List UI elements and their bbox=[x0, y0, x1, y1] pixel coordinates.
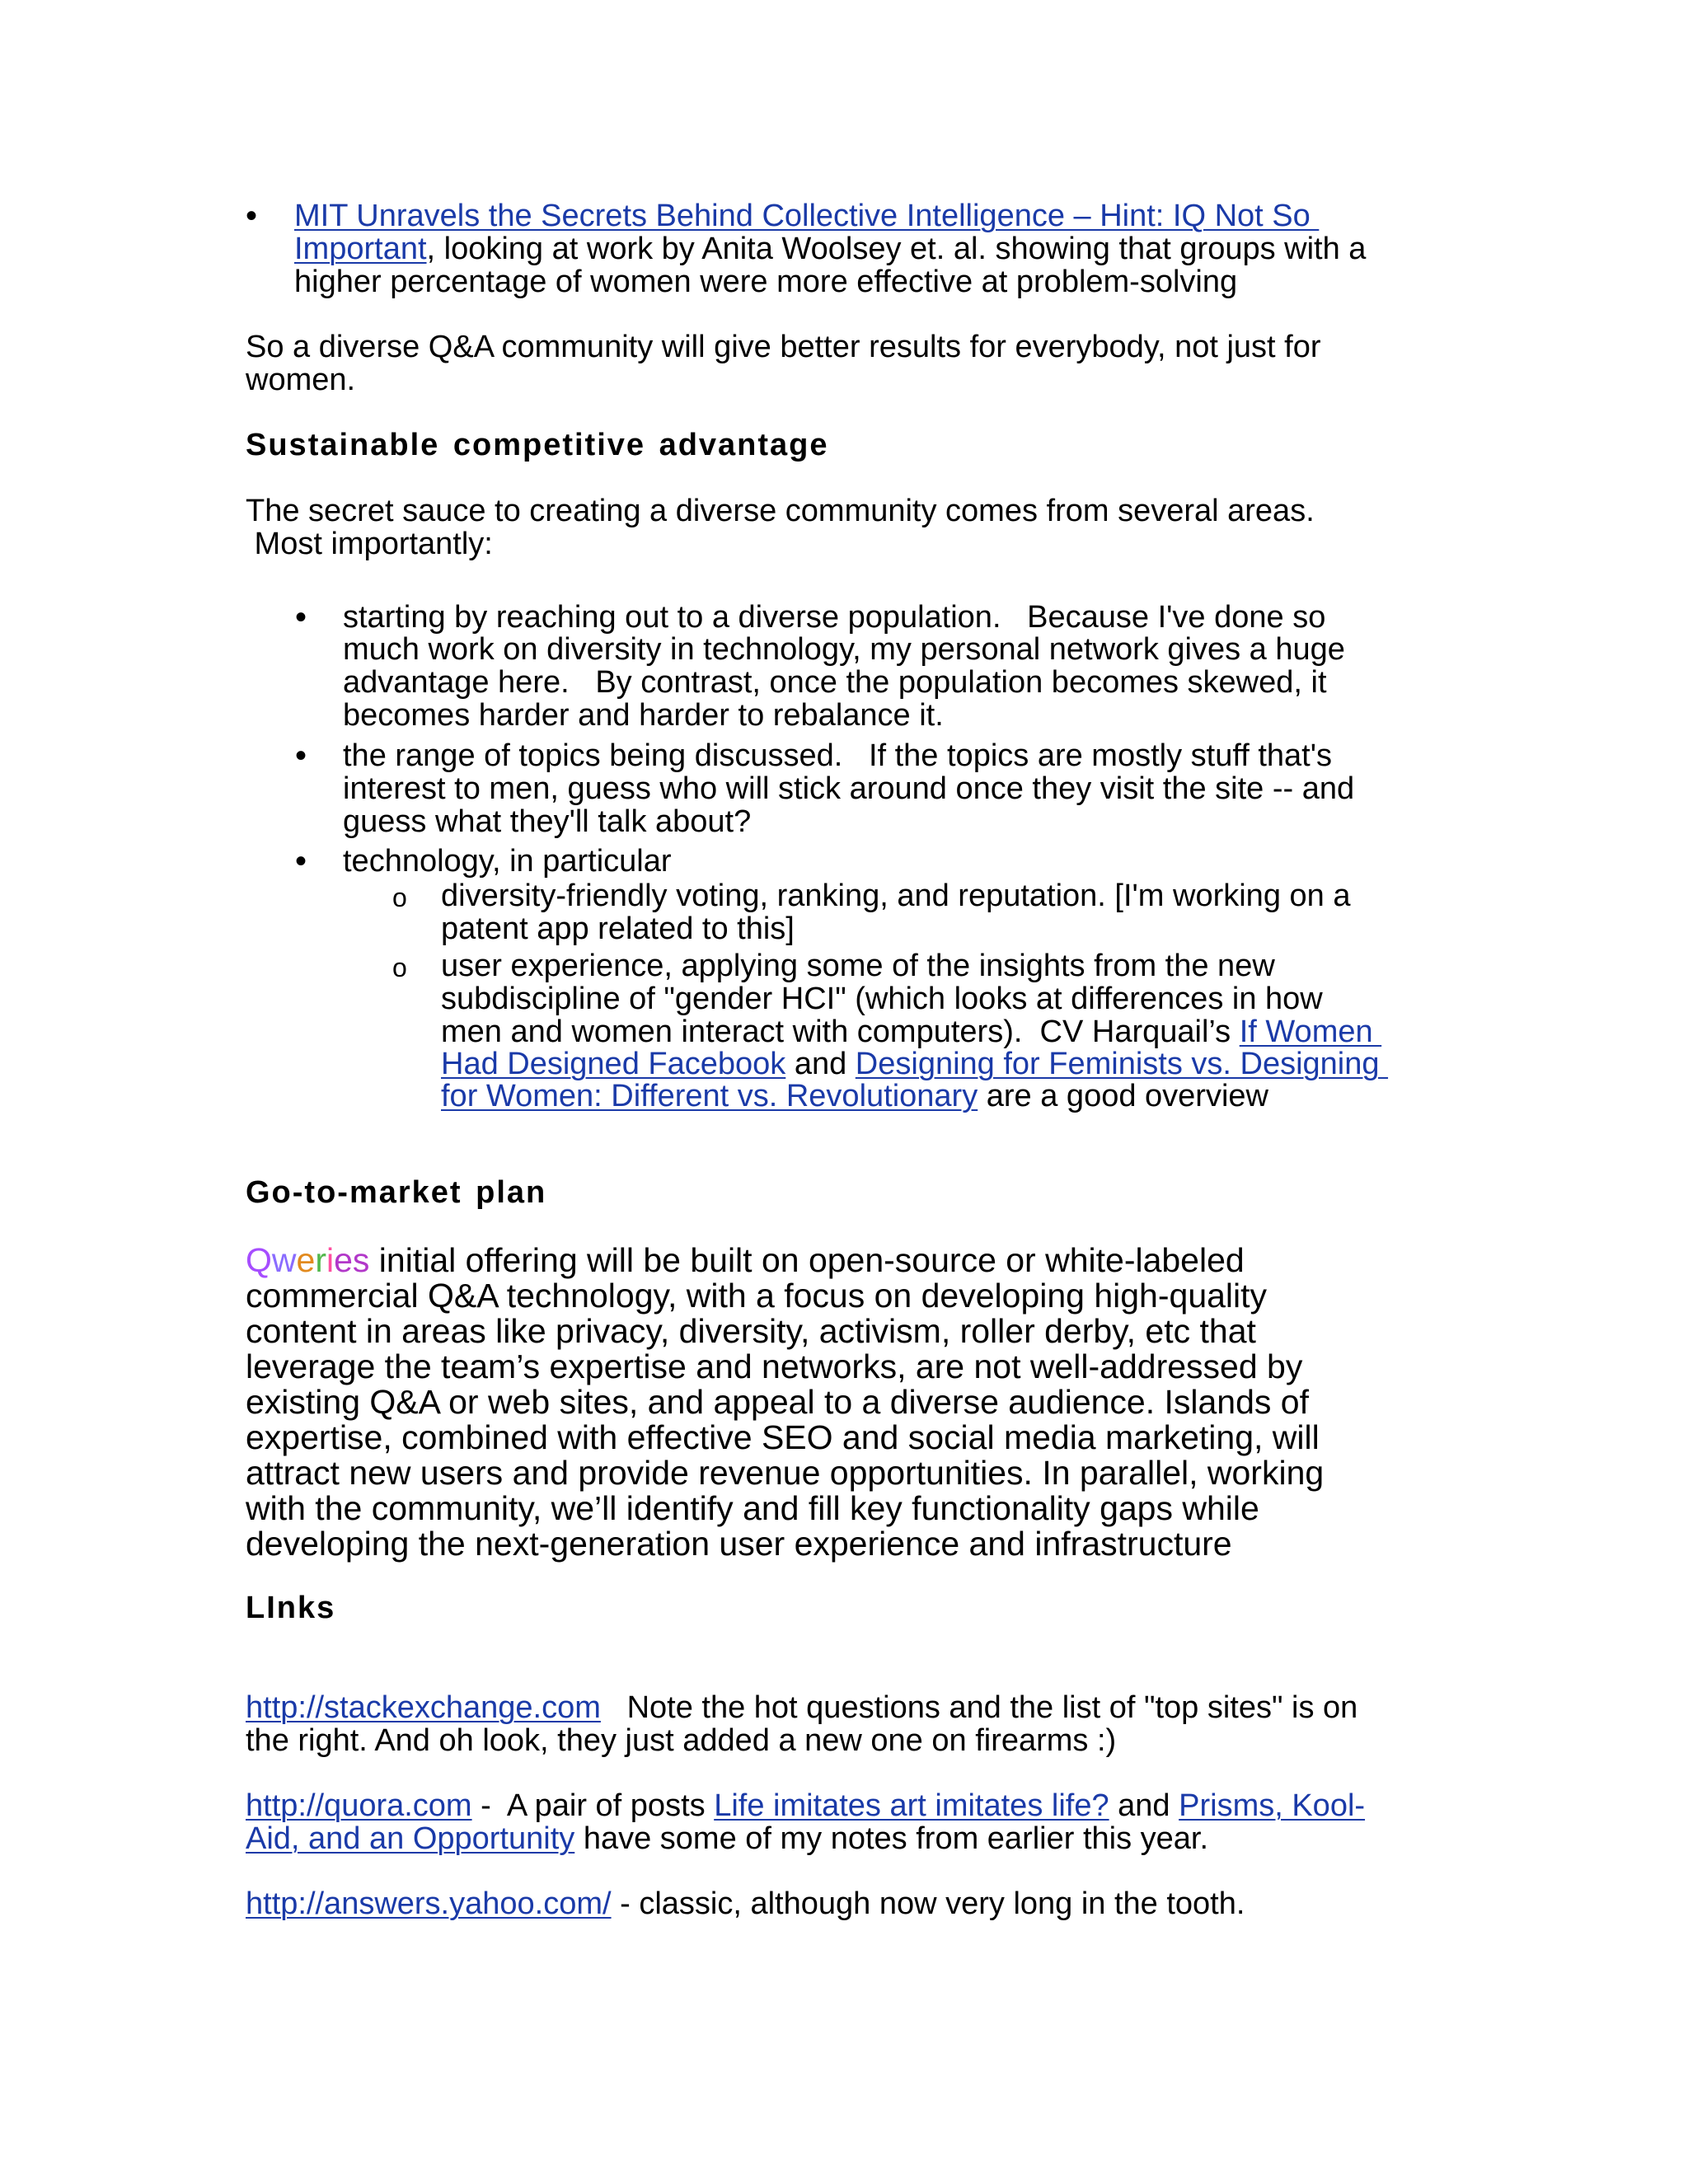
bullet-marker: • bbox=[295, 599, 307, 635]
stackexchange-link[interactable]: http://stackexchange.com bbox=[246, 1690, 601, 1725]
sub2-line-4 bbox=[441, 1047, 1388, 1080]
sub-bullet-marker: o bbox=[392, 883, 407, 912]
sub2-and: and bbox=[785, 1047, 856, 1081]
brand-logo-text: Qweries bbox=[246, 1241, 370, 1279]
gtm-line-5: existing Q&A or web sites, and appeal to a diverse audience. Islands of bbox=[246, 1383, 1309, 1421]
sustainable-heading: Sustainable competitive advantage bbox=[246, 428, 829, 462]
sub2-line-3 bbox=[441, 1015, 1381, 1048]
top-bullet-line-2 bbox=[294, 232, 1366, 265]
quora-and: and bbox=[1109, 1788, 1179, 1823]
sub2-rest: are a good overview bbox=[978, 1079, 1268, 1113]
designing-for-feminists-link-cont[interactable]: for Women: Different vs. Revolutionary bbox=[441, 1079, 978, 1113]
gtm-line-2: commercial Q&A technology, with a focus on developing high-quality bbox=[246, 1277, 1268, 1315]
yahoo-answers-link[interactable]: http://answers.yahoo.com/ bbox=[246, 1886, 612, 1921]
if-women-link-cont[interactable]: Had Designed Facebook bbox=[441, 1047, 786, 1081]
bullet1-line-4: becomes harder and harder to rebalance it. bbox=[343, 698, 944, 733]
mit-collective-intelligence-link[interactable]: MIT Unravels the Secrets Behind Collective Intelligence – Hint: IQ Not So bbox=[294, 199, 1320, 233]
yahoo-text: - classic, although now very long in the tooth. bbox=[611, 1886, 1245, 1921]
bullet1-line-1: starting by reaching out to a diverse population. Because I've done so bbox=[343, 600, 1326, 635]
sub2-line-2: subdiscipline of "gender HCI" (which looks at differences in how bbox=[441, 982, 1323, 1016]
gtm-line-1-text: initial offering will be built on open-source or white-labeled bbox=[369, 1241, 1245, 1279]
life-imitates-art-link[interactable]: Life imitates art imitates life? bbox=[714, 1788, 1109, 1823]
gtm-line-1 bbox=[246, 1243, 1245, 1279]
quora-link[interactable]: http://quora.com bbox=[246, 1788, 472, 1823]
bullet1-line-2: much work on diversity in technology, my personal network gives a huge bbox=[343, 632, 1345, 667]
quora-rest: have some of my notes from earlier this year. bbox=[574, 1821, 1209, 1856]
sub1-line-2: patent app related to this] bbox=[441, 912, 795, 946]
top-bullet-text: , looking at work by Anita Woolsey et. al. showing that groups with a bbox=[426, 232, 1367, 266]
diverse-para-line-2: women. bbox=[246, 363, 356, 397]
gtm-line-4: leverage the team’s expertise and networks, are not well-addressed by bbox=[246, 1347, 1303, 1385]
gtm-line-8: with the community, we’ll identify and fill key functionality gaps while bbox=[246, 1489, 1259, 1527]
stackexchange-line-2: the right. And oh look, they just added a new one on firearms :) bbox=[246, 1723, 1117, 1758]
quora-line-1 bbox=[246, 1789, 1365, 1822]
prisms-kool-aid-link[interactable]: Prisms, Kool- bbox=[1179, 1788, 1366, 1823]
bullet1-line-3: advantage here. By contrast, once the population becomes skewed, it bbox=[343, 665, 1327, 700]
sub2-text: men and women interact with computers). CV Harquail’s bbox=[441, 1015, 1240, 1049]
designing-for-feminists-link[interactable]: Designing for Feminists vs. Designing bbox=[855, 1047, 1389, 1081]
sustainable-intro-line-2: Most importantly: bbox=[246, 527, 493, 561]
bullet-marker: • bbox=[246, 198, 258, 234]
top-bullet-line-3: higher percentage of women were more effective at problem-solving bbox=[294, 265, 1238, 299]
gtm-line-9: developing the next-generation user experience and infrastructure bbox=[246, 1525, 1232, 1563]
gtm-line-6: expertise, combined with effective SEO and social media marketing, will bbox=[246, 1418, 1320, 1456]
diverse-para-line-1: So a diverse Q&A community will give better results for everybody, not just for bbox=[246, 330, 1321, 364]
sub-bullet-marker: o bbox=[392, 953, 407, 982]
go-to-market-heading: Go-to-market plan bbox=[246, 1175, 547, 1210]
top-bullet-line-1 bbox=[294, 199, 1319, 232]
mit-collective-intelligence-link-cont[interactable]: Important bbox=[294, 232, 427, 266]
bullet2-line-3: guess what they'll talk about? bbox=[343, 804, 752, 839]
bullet-marker: • bbox=[295, 738, 307, 774]
bullet-marker: • bbox=[295, 843, 307, 879]
sub2-line-1: user experience, applying some of the insights from the new bbox=[441, 949, 1275, 983]
quora-line-2 bbox=[246, 1822, 1208, 1855]
sub1-line-1: diversity-friendly voting, ranking, and reputation. [I'm working on a bbox=[441, 879, 1351, 913]
gtm-line-3: content in areas like privacy, diversity, activism, roller derby, etc that bbox=[246, 1312, 1256, 1350]
sub2-line-5 bbox=[441, 1080, 1268, 1113]
stackexchange-text: Note the hot questions and the list of "top sites" is on bbox=[600, 1690, 1358, 1725]
bullet3-line-1: technology, in particular bbox=[343, 844, 672, 879]
bullet2-line-1: the range of topics being discussed. If the topics are mostly stuff that's bbox=[343, 738, 1332, 773]
if-women-link[interactable]: If Women bbox=[1239, 1015, 1382, 1049]
prisms-kool-aid-link-cont[interactable]: Aid, and an Opportunity bbox=[246, 1821, 575, 1856]
gtm-line-7: attract new users and provide revenue opportunities. In parallel, working bbox=[246, 1454, 1325, 1492]
links-heading: LInks bbox=[246, 1591, 336, 1625]
stackexchange-line-1 bbox=[246, 1691, 1357, 1724]
bullet2-line-2: interest to men, guess who will stick around once they visit the site -- and bbox=[343, 771, 1355, 806]
quora-text: - A pair of posts bbox=[471, 1788, 715, 1823]
yahoo-line bbox=[246, 1887, 1245, 1920]
sustainable-intro-line-1: The secret sauce to creating a diverse community comes from several areas. bbox=[246, 494, 1315, 528]
